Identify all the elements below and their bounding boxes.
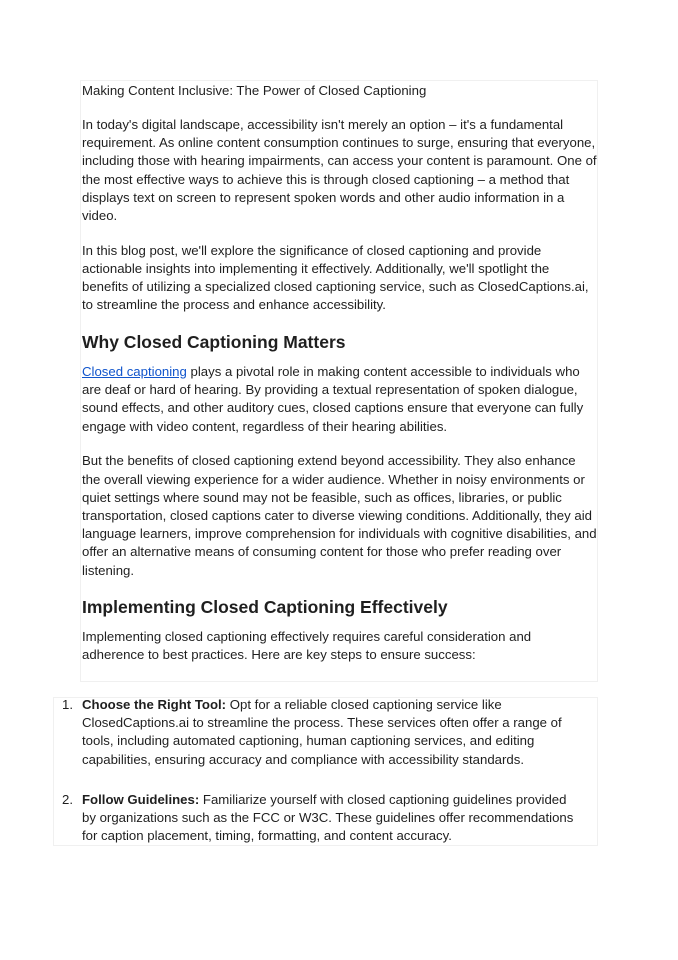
document-title: Making Content Inclusive: The Power of Closed Captioning: [82, 83, 427, 98]
why-paragraph-2: But the benefits of closed captioning extend beyond accessibility. They also enhance the overall viewing experience for a wider audience. Whether in noisy environments or quiet settings where sound may not be feasible, such as offices, libraries, or public transportation, closed captions cater to diverse viewing conditions. Additionally, they aid language learners, improve comprehension for individuals with cognitive disabilities, and offer an alternative means of consuming content for those who prefer reading over listening.: [82, 453, 597, 578]
article-body: [82, 82, 597, 681]
why-paragraph-1: [82, 363, 597, 436]
list-item: [62, 696, 582, 769]
list-item: [62, 791, 582, 846]
list-item-text: Opt for a reliable closed captioning service like ClosedCaptions.ai to streamline the process. These services often offer a range of tools, including automated captioning, human captioning services, and editing capabilities, ensuring accuracy and compliance with accessibility standards.: [82, 697, 562, 767]
list-item-number: 1.: [62, 697, 73, 712]
steps-list: [62, 696, 582, 867]
list-item-number: 2.: [62, 791, 73, 807]
list-item-heading: Choose the Right Tool:: [82, 697, 227, 712]
closed-captioning-link[interactable]: Closed captioning: [82, 364, 187, 380]
list-item-heading: Follow Guidelines:: [82, 791, 200, 807]
list-item-text: Familiarize yourself with closed captioning guidelines provided by organizations such as the FCC or W3C. These guidelines offer recommendations for caption placement, timing, formatting, and content accuracy.: [82, 791, 574, 844]
heading-implementing: Implementing Closed Captioning Effectively: [82, 597, 448, 618]
implementing-paragraph: Implementing closed captioning effectively requires careful consideration and adherence to best practices. Here are key steps to ensure success:: [82, 629, 532, 663]
heading-why-closed-captioning: Why Closed Captioning Matters: [82, 332, 346, 353]
intro-paragraph-2: In this blog post, we'll explore the significance of closed captioning and provide actionable insights into implementing it effectively. Additionally, we'll spotlight the benefits of utilizing a specialized closed captioning service, such as ClosedCaptions.ai, to streamline the process and enhance accessibility.: [82, 242, 589, 313]
intro-paragraph-1: In today's digital landscape, accessibility isn't merely an option – it's a fundamental requirement. As online content consumption continues to surge, ensuring that everyone, including those with hearing impairments, can access your content is paramount. One of the most effective ways to achieve this is through closed captioning – a method that displays text on screen to represent spoken words and other audio information in a video.: [82, 117, 597, 224]
why-paragraph-1-text: plays a pivotal role in making content accessible to individuals who are deaf or hard of hearing. By providing a textual representation of spoken dialogue, sound effects, and other auditory cues, closed captions ensure that everyone can fully engage with video content, regardless of their hearing abilities.: [82, 364, 584, 434]
